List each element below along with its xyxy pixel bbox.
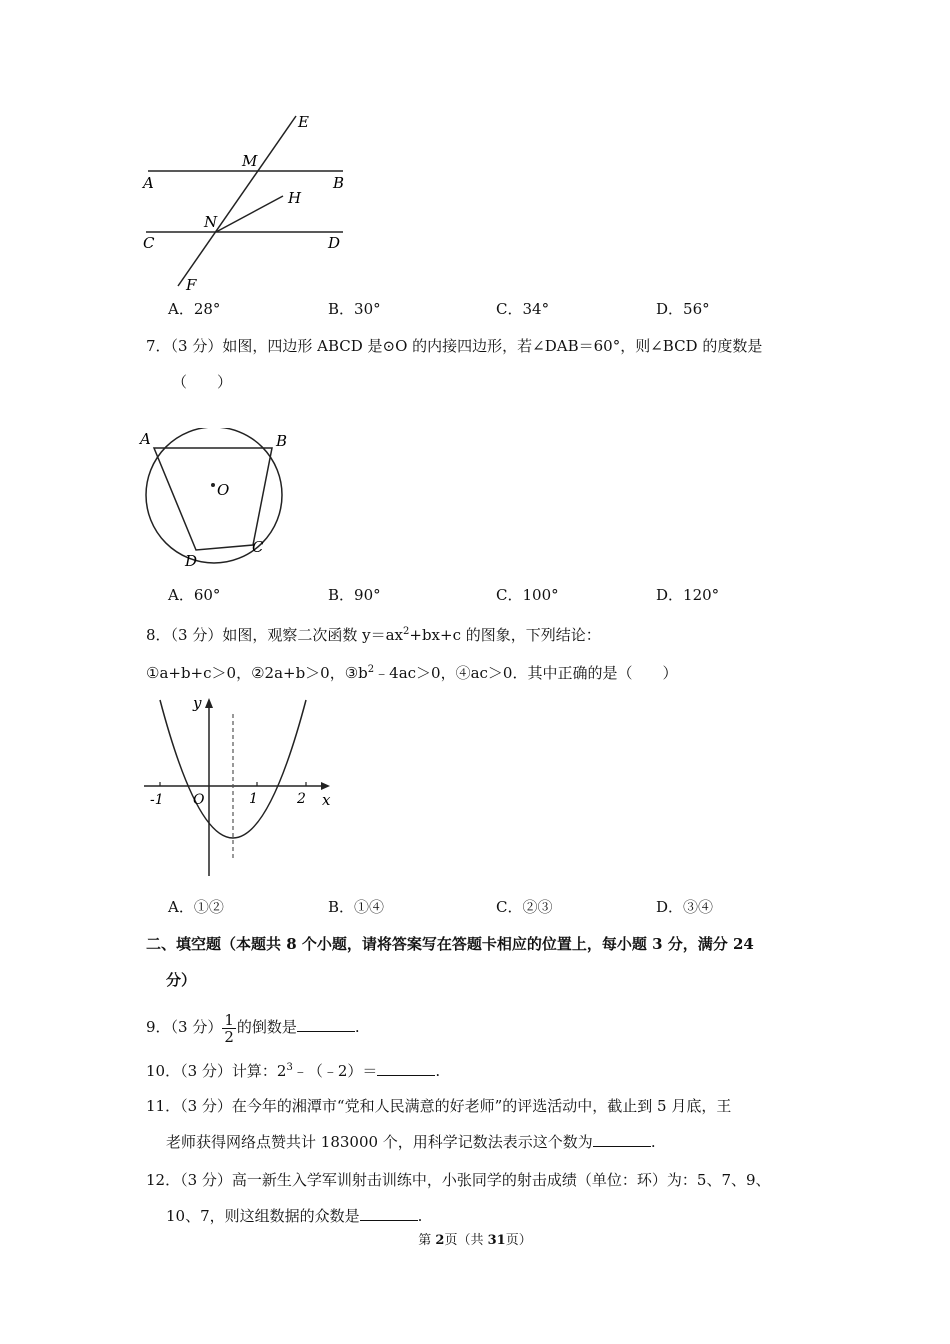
- label-h: H: [288, 189, 302, 207]
- q8-choice-b: B．①④: [328, 898, 385, 916]
- answer-blank[interactable]: [377, 1061, 435, 1076]
- q7-stem: 7．（3 分）如图，四边形 ABCD 是⊙O 的内接四边形，若∠DAB＝60°，则∠BCD 的度数是: [146, 337, 763, 355]
- center-dot: [211, 483, 215, 487]
- page-footer: 第 2页（共 31页）: [418, 1233, 532, 1248]
- label-y: y: [193, 694, 202, 712]
- q11-line1: 11．（3 分）在今年的湘潭市“党和人民满意的好老师”的评选活动中，截止到 5 月底，王: [146, 1097, 732, 1115]
- label-x: x: [322, 791, 331, 809]
- q7-choice-a: A．60°: [168, 586, 221, 604]
- q8-choice-d: D．③④: [656, 898, 714, 916]
- label-o: O: [193, 792, 205, 808]
- q9: 9．（3 分） $\frac{1}{2}$ 的倒数是 .: [146, 1010, 360, 1046]
- answer-blank[interactable]: [593, 1132, 651, 1147]
- q6-choice-d: D．56°: [656, 300, 710, 318]
- y-axis-arrow: [205, 698, 213, 708]
- figure-parabola-graph: [138, 690, 338, 880]
- line-ef: [178, 116, 296, 286]
- section-2-heading-cont: 分）: [166, 971, 197, 989]
- q8-stem: 8．（3 分）如图，观察二次函数 $y=ax^2+bx+c$ 的图象，下列结论：: [146, 626, 601, 644]
- section-2-heading: 二、填空题（本题共 8 个小题，请将答案写在答题卡相应的位置上，每小题 3 分，满分 24: [146, 935, 754, 953]
- quad-abcd: [154, 448, 272, 550]
- q11-line2: 老师获得网络点赞共计 183000 个，用科学记数法表示这个数为 .: [166, 1133, 656, 1151]
- label-n: N: [204, 213, 218, 231]
- label-b: B: [276, 432, 288, 450]
- label-a: A: [140, 430, 151, 448]
- label-b: B: [333, 174, 345, 192]
- label-e: E: [298, 113, 309, 131]
- q6-choice-b: B．30°: [328, 300, 381, 318]
- answer-blank[interactable]: [297, 1017, 355, 1032]
- q8-choice-c: C．②③: [496, 898, 553, 916]
- label-a: A: [143, 174, 154, 192]
- q7-choice-c: C．100°: [496, 586, 559, 604]
- label-c: C: [252, 538, 264, 556]
- q8-conclusions: ①a+b+c＞0，②2a+b＞0，$③b^2﹣4ac>0$，④ac＞0．其中正确的是（ ）: [146, 664, 678, 682]
- label-d: D: [185, 552, 198, 570]
- q12-line2: 10、7，则这组数据的众数是 .: [166, 1207, 423, 1225]
- figure-parallel-lines: [138, 108, 363, 293]
- q6-choice-c: C．34°: [496, 300, 550, 318]
- label-d: D: [328, 234, 341, 252]
- label-minus1: -1: [150, 792, 164, 808]
- x-axis-arrow: [321, 782, 330, 790]
- q7-paren: （ ）: [172, 373, 233, 391]
- q8-choice-a: A．①②: [168, 898, 224, 916]
- label-c: C: [143, 234, 155, 252]
- answer-blank[interactable]: [360, 1206, 418, 1221]
- ray-nh: [216, 196, 283, 232]
- parabola-curve: [160, 700, 306, 838]
- q6-choice-a: A．28°: [168, 300, 221, 318]
- label-m: M: [242, 152, 258, 170]
- q10: 10．（3 分）计算：$2^3﹣(﹣2)=$ .: [146, 1062, 441, 1080]
- label-o: O: [217, 481, 230, 499]
- figure-inscribed-quadrilateral: [136, 428, 296, 570]
- label-f: F: [186, 276, 197, 293]
- q7-choice-b: B．90°: [328, 586, 381, 604]
- fraction-one-half: $\frac{1}{2}$: [224, 1010, 234, 1046]
- label-2: 2: [297, 791, 306, 807]
- q7-choice-d: D．120°: [656, 586, 720, 604]
- q12-line1: 12．（3 分）高一新生入学军训射击训练中，小张同学的射击成绩（单位：环）为：5、7、9、: [146, 1171, 771, 1189]
- label-1: 1: [249, 791, 258, 807]
